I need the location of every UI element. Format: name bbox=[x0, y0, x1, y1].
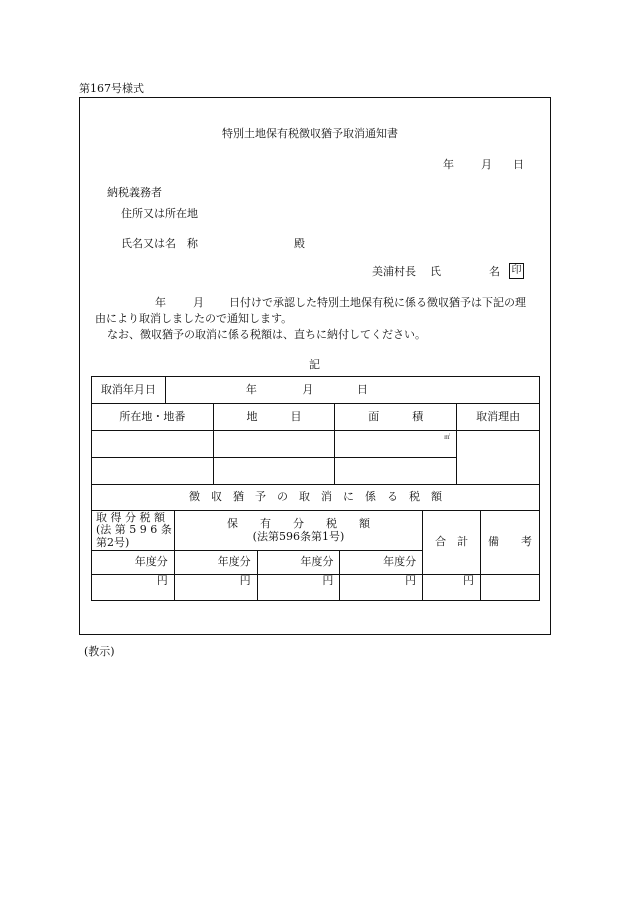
reason-cell bbox=[457, 431, 540, 485]
taxpayer-label: 納税義務者 bbox=[107, 186, 162, 199]
address-label: 住所又は所在地 bbox=[121, 207, 198, 220]
acquisition-header bbox=[92, 511, 175, 551]
date-month-label: 月 bbox=[481, 158, 492, 171]
fiscal-year-cell: 年度分 bbox=[257, 551, 340, 575]
acquisition-line2: (法 第 5 9 6 条 bbox=[96, 523, 172, 537]
footer-instruction: (教示) bbox=[84, 645, 115, 658]
holding-line1: 保 有 分 税 額 bbox=[226, 516, 370, 530]
location-cell bbox=[92, 458, 214, 485]
date-day-label: 日 bbox=[513, 158, 524, 171]
body-line2: 由により取消しましたので通知します。 bbox=[95, 312, 293, 325]
form-number: 第167号様式 bbox=[79, 82, 144, 95]
remarks-cell bbox=[481, 575, 540, 601]
total-header: 合 計 bbox=[423, 511, 481, 575]
document-title: 特別土地保有税徴収猶予取消通知書 bbox=[222, 127, 398, 140]
area-cell bbox=[335, 431, 457, 458]
seal-mark: 印 bbox=[509, 263, 524, 279]
cancel-date-month: 月 bbox=[302, 382, 314, 396]
fiscal-year-cell: 年度分 bbox=[92, 551, 175, 575]
body-month: 月 bbox=[193, 296, 204, 309]
header-land-category: 地 目 bbox=[213, 404, 335, 431]
header-location: 所在地・地番 bbox=[92, 404, 214, 431]
location-cell bbox=[92, 431, 214, 458]
fiscal-year-cell: 年度分 bbox=[340, 551, 423, 575]
holding-header bbox=[174, 511, 422, 551]
land-category-cell bbox=[213, 458, 335, 485]
acquisition-line1: 取 得 分 税 額 bbox=[96, 511, 165, 525]
area-unit: ㎡ bbox=[444, 434, 451, 441]
body-year: 年 bbox=[155, 296, 166, 309]
issuer-shi: 氏 bbox=[430, 265, 441, 278]
tax-amount-table bbox=[91, 484, 540, 601]
body-line3: なお、徴収猶予の取消に係る税額は、直ちに納付してください。 bbox=[107, 328, 426, 341]
ki-label: 記 bbox=[309, 358, 320, 371]
yen-cell: 円 bbox=[174, 575, 257, 601]
cancel-date-label: 取消年月日 bbox=[92, 377, 166, 404]
body-line1: 日付けで承認した特別土地保有税に係る徴収猶予は下記の理 bbox=[229, 296, 526, 309]
date-year-label: 年 bbox=[443, 158, 454, 171]
tax-section-title: 徴 収 猶 予 の 取 消 に 係 る 税 額 bbox=[92, 485, 540, 511]
issuer-title: 美浦村長 bbox=[372, 265, 416, 278]
total-yen-cell: 円 bbox=[423, 575, 481, 601]
area-cell bbox=[335, 458, 457, 485]
yen-cell: 円 bbox=[92, 575, 175, 601]
remarks-header: 備 考 bbox=[481, 511, 540, 575]
cancel-date-value bbox=[165, 377, 539, 404]
cancel-date-year: 年 bbox=[245, 382, 257, 396]
dono-label: 殿 bbox=[294, 237, 305, 250]
acquisition-line3: 第2号) bbox=[96, 535, 130, 549]
cancel-date-day: 日 bbox=[356, 382, 368, 396]
parcel-table bbox=[91, 376, 540, 485]
issuer-mei: 名 bbox=[489, 265, 500, 278]
land-category-cell bbox=[213, 431, 335, 458]
holding-line2: (法第596条第1号) bbox=[252, 529, 345, 543]
yen-cell: 円 bbox=[340, 575, 423, 601]
header-reason: 取消理由 bbox=[457, 404, 540, 431]
yen-cell: 円 bbox=[257, 575, 340, 601]
name-label: 氏名又は名 称 bbox=[121, 237, 198, 250]
fiscal-year-cell: 年度分 bbox=[174, 551, 257, 575]
header-area: 面 積 bbox=[335, 404, 457, 431]
